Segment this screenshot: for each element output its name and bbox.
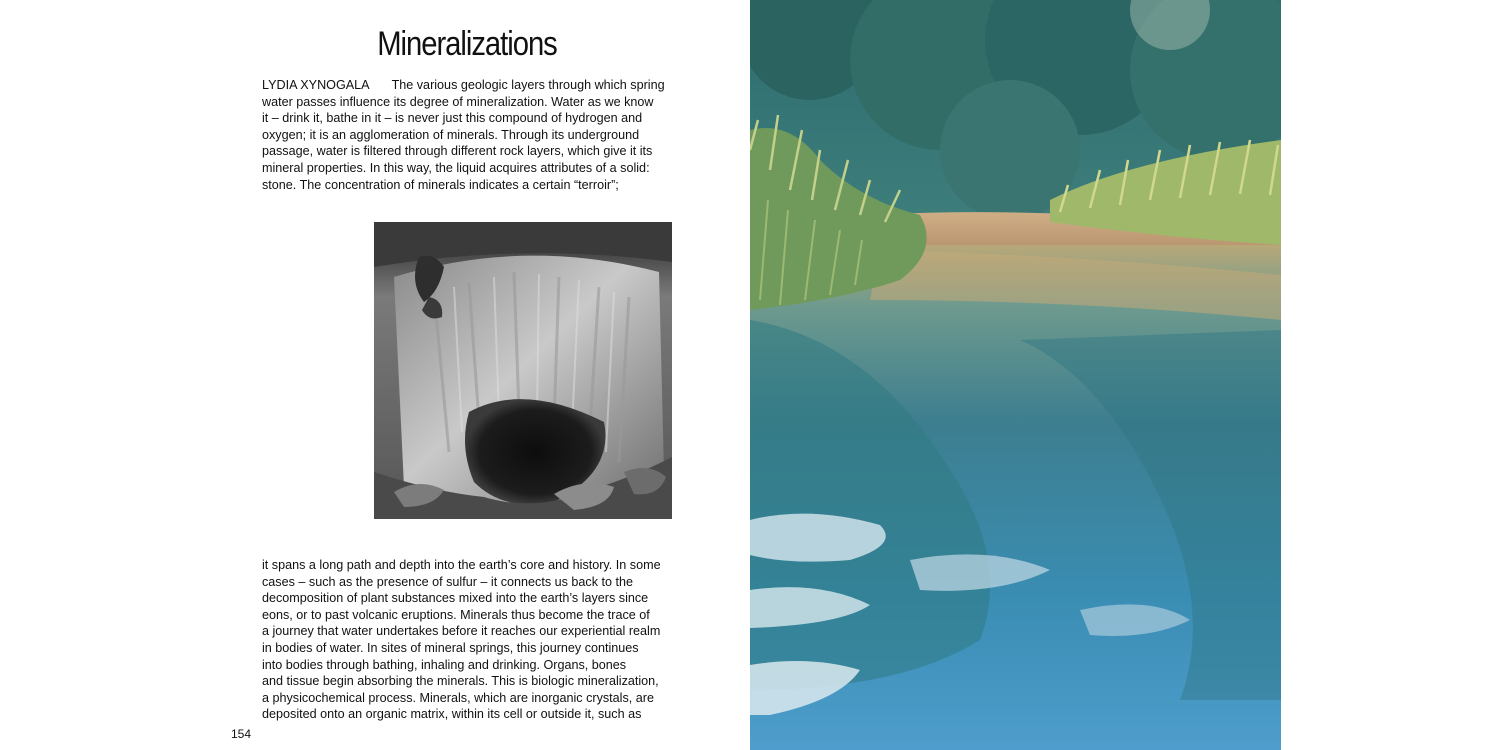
paragraph-line: cases – such as the presence of sulfur – it connects us back to the [262,574,634,589]
author-name: LYDIA XYNOGALA [262,78,370,92]
paragraph-line: mineral properties. In this way, the liquid acquires attributes of a solid: [262,160,650,175]
paragraph-1-first-line: The various geologic layers through which spring [391,78,665,92]
paragraph-line: it spans a long path and depth into the earth’s core and history. In some [262,558,661,572]
paragraph-line: oxygen; it is an agglomeration of minerals. Through its underground [262,127,640,142]
paragraph-line: a physicochemical process. Minerals, which are inorganic crystals, are [262,690,654,705]
paragraph-line: and tissue begin absorbing the minerals. This is biologic mineralization, [262,674,659,689]
paragraph-line: deposited onto an organic matrix, within its cell or outside it, such as [262,707,642,722]
paragraph-2 [262,557,692,723]
river-photo [750,0,1281,750]
paragraph-line: stone. The concentration of minerals indicates a certain “terroir”; [262,177,619,192]
paragraph-line: into bodies through bathing, inhaling and drinking. Organs, bones [262,657,627,672]
paragraph-line: in bodies of water. In sites of mineral springs, this journey continues [262,640,639,655]
paragraph-1 [262,77,692,193]
article-title: Mineralizations [377,25,557,63]
paragraph-line: water passes influence its degree of mineralization. Water as we know [262,94,654,109]
paragraph-line: eons, or to past volcanic eruptions. Minerals thus become the trace of [262,607,650,622]
paragraph-line: it – drink it, bathe in it – is never just this compound of hydrogen and [262,111,643,126]
paragraph-line: passage, water is filtered through different rock layers, which give it its [262,144,653,159]
sinkhole-photo [374,222,672,519]
paragraph-line: a journey that water undertakes before it reaches our experiential realm [262,624,661,639]
page-number: 154 [231,727,252,741]
paragraph-line: decomposition of plant substances mixed into the earth’s layers since [262,591,649,606]
paragraph-line [262,77,692,94]
